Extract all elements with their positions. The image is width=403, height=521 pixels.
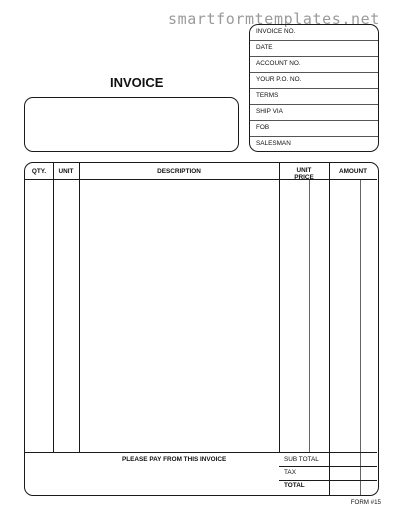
- subtotal-amount-field[interactable]: [330, 453, 377, 466]
- info-label: FOB: [256, 124, 270, 131]
- info-row-fob[interactable]: [250, 121, 378, 137]
- info-row-salesman[interactable]: [250, 137, 378, 152]
- info-label: TERMS: [256, 92, 279, 99]
- form-number: FORM #15: [350, 499, 381, 506]
- info-label: SALESMAN: [256, 140, 291, 147]
- header-unit-price: [279, 167, 329, 181]
- pay-note: PLEASE PAY FROM THIS INVOICE: [122, 456, 227, 463]
- info-row-terms[interactable]: [250, 89, 378, 105]
- header-unit-price-line2: PRICE: [294, 174, 314, 181]
- info-label: SHIP VIA: [256, 108, 283, 115]
- header-unit-price-line1: UNIT: [296, 167, 312, 174]
- info-label: DATE: [256, 44, 273, 51]
- total-label: TOTAL: [284, 482, 305, 489]
- info-row-po-no[interactable]: [250, 73, 378, 89]
- info-label: INVOICE NO.: [256, 28, 296, 35]
- subtotal-label: SUB TOTAL: [284, 456, 319, 463]
- info-row-account-no[interactable]: [250, 57, 378, 73]
- info-label: ACCOUNT NO.: [256, 60, 301, 67]
- total-amount-field[interactable]: [330, 481, 377, 494]
- info-row-invoice-no[interactable]: [250, 25, 378, 41]
- watermark-text: smartformtemplates.net: [168, 10, 380, 28]
- header-amount: AMOUNT: [338, 168, 368, 175]
- invoice-title: INVOICE: [110, 75, 164, 90]
- header-unit: UNIT: [58, 168, 74, 175]
- line-items-body[interactable]: [25, 180, 377, 452]
- header-description: DESCRIPTION: [157, 168, 201, 175]
- tax-label: TAX: [284, 469, 296, 476]
- info-label: YOUR P.O. NO.: [256, 76, 302, 83]
- tax-amount-field[interactable]: [330, 467, 377, 480]
- info-row-ship-via[interactable]: [250, 105, 378, 121]
- line-items-table: [24, 162, 379, 496]
- footer-divider: [25, 452, 377, 453]
- bill-to-address-box[interactable]: [24, 97, 239, 152]
- info-row-date[interactable]: [250, 41, 378, 57]
- invoice-info-box: [249, 24, 379, 152]
- header-qty: QTY.: [31, 168, 47, 175]
